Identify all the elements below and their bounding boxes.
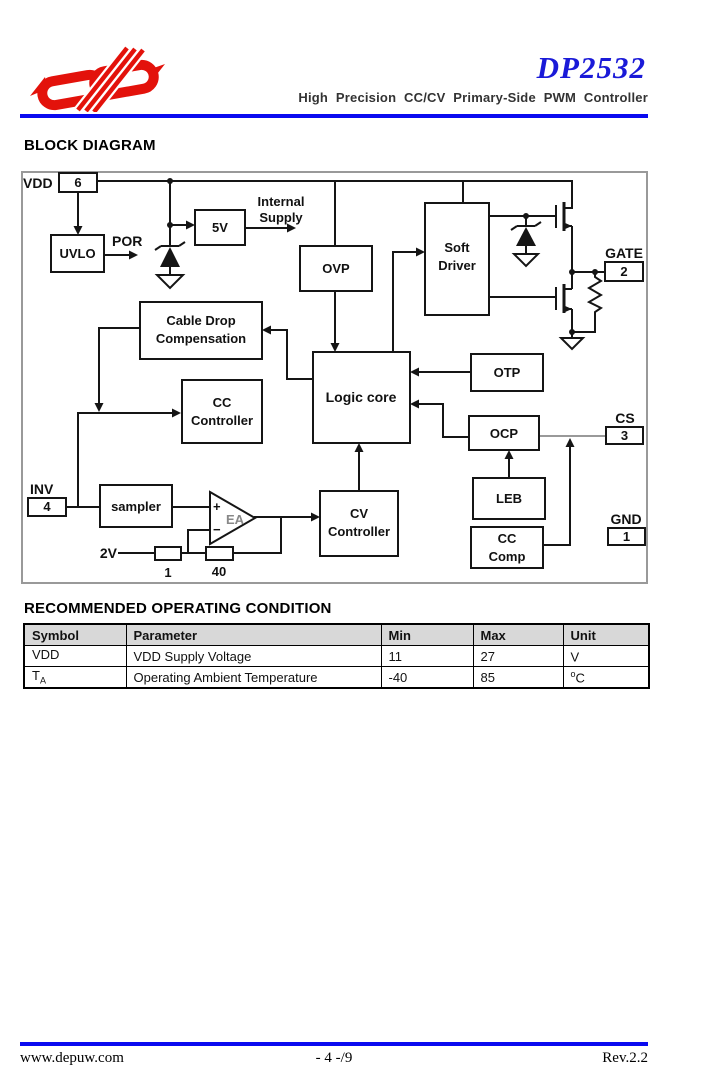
soft-driver-label-1: Soft	[444, 240, 470, 255]
internal-supply-label-2: Supply	[259, 210, 303, 225]
cc-controller-label-1: CC	[212, 395, 232, 410]
inv-pin-name: INV	[30, 481, 54, 497]
resistor-40-label: 40	[211, 564, 227, 579]
footer-website: www.depuw.com	[20, 1050, 124, 1066]
cell-symbol: VDD	[24, 646, 126, 667]
ea-label: EA	[226, 512, 245, 527]
resistor-1	[155, 547, 181, 560]
cell-max: 27	[473, 646, 563, 667]
cell-parameter: VDD Supply Voltage	[126, 646, 381, 667]
resistor-40	[206, 547, 233, 560]
header-rule	[20, 114, 648, 118]
table-header-row	[24, 624, 649, 646]
low-side-mosfet	[556, 284, 564, 313]
table-row	[24, 646, 649, 667]
ground-symbol	[157, 275, 183, 288]
cell-unit: $^o$C	[563, 667, 649, 689]
gate-resistor	[572, 272, 601, 332]
cell-symbol: $T_A$	[24, 667, 126, 689]
table-row	[24, 667, 649, 689]
gate-pin-number: 2	[620, 264, 628, 279]
col-parameter: Parameter	[126, 624, 381, 646]
5v-label: 5V	[212, 220, 228, 235]
otp-label: OTP	[493, 365, 521, 380]
cv-controller-label-1: CV	[349, 506, 369, 521]
vdd-pin-name: VDD	[23, 175, 53, 191]
page-subtitle: High Precision CC/CV Primary-Side PWM Controller	[298, 90, 648, 105]
cs-pin-number: 3	[620, 428, 629, 443]
section-recommended-operating-condition: RECOMMENDED OPERATING CONDITION	[24, 600, 332, 617]
soft-driver-label-2: Driver	[438, 258, 476, 273]
vdd-pin-number: 6	[74, 175, 82, 190]
por-label: POR	[112, 233, 143, 249]
cell-max: 85	[473, 667, 563, 689]
logic-core-label: Logic core	[325, 389, 397, 405]
gnd-pin-number: 1	[622, 529, 631, 544]
cc-controller-block	[182, 380, 262, 443]
page-number: - 4 -/9	[315, 1050, 353, 1066]
gnd-pin-name: GND	[610, 511, 642, 527]
sampler-label: sampler	[111, 499, 161, 514]
ovp-label: OVP	[322, 261, 350, 276]
zener-diode-2	[511, 222, 541, 266]
company-logo	[30, 46, 165, 112]
page-title: DP2532	[536, 50, 646, 85]
ocp-label: OCP	[489, 426, 519, 441]
zener-diode-1	[155, 242, 185, 288]
block-diagram-figure	[0, 166, 660, 590]
cc-comp-label-1: CC	[497, 531, 517, 546]
resistor-1-label: 1	[164, 565, 172, 580]
high-side-mosfet	[556, 202, 564, 231]
cable-drop-label-2: Compensation	[155, 331, 247, 346]
footer-rule	[20, 1042, 648, 1046]
cell-min: -40	[381, 667, 473, 689]
operating-conditions-table	[23, 623, 650, 689]
ea-minus-label: −	[213, 522, 221, 537]
inv-pin-number: 4	[43, 499, 51, 514]
cell-unit: V	[563, 646, 649, 667]
cc-controller-label-2: Controller	[190, 413, 254, 428]
ea-plus-label: +	[213, 499, 221, 514]
gate-pin-name: GATE	[605, 245, 643, 261]
col-unit: Unit	[563, 624, 649, 646]
ground-symbol	[514, 254, 538, 266]
internal-supply-label-1: Internal	[257, 194, 305, 209]
col-symbol: Symbol	[24, 624, 126, 646]
footer-revision: Rev.2.2	[602, 1050, 648, 1066]
uvlo-label: UVLO	[59, 246, 96, 261]
section-block-diagram: BLOCK DIAGRAM	[24, 137, 156, 154]
cable-drop-label-1: Cable Drop	[166, 313, 236, 328]
2v-reference-label: 2V	[99, 545, 117, 561]
footer	[20, 1050, 648, 1067]
col-min: Min	[381, 624, 473, 646]
cv-controller-label-2: Controller	[327, 524, 391, 539]
cell-min: 11	[381, 646, 473, 667]
leb-label: LEB	[496, 491, 522, 506]
ground-symbol	[561, 338, 583, 349]
cc-comp-label-2: Comp	[488, 549, 526, 564]
cell-parameter: Operating Ambient Temperature	[126, 667, 381, 689]
col-max: Max	[473, 624, 563, 646]
cs-pin-name: CS	[615, 410, 635, 426]
